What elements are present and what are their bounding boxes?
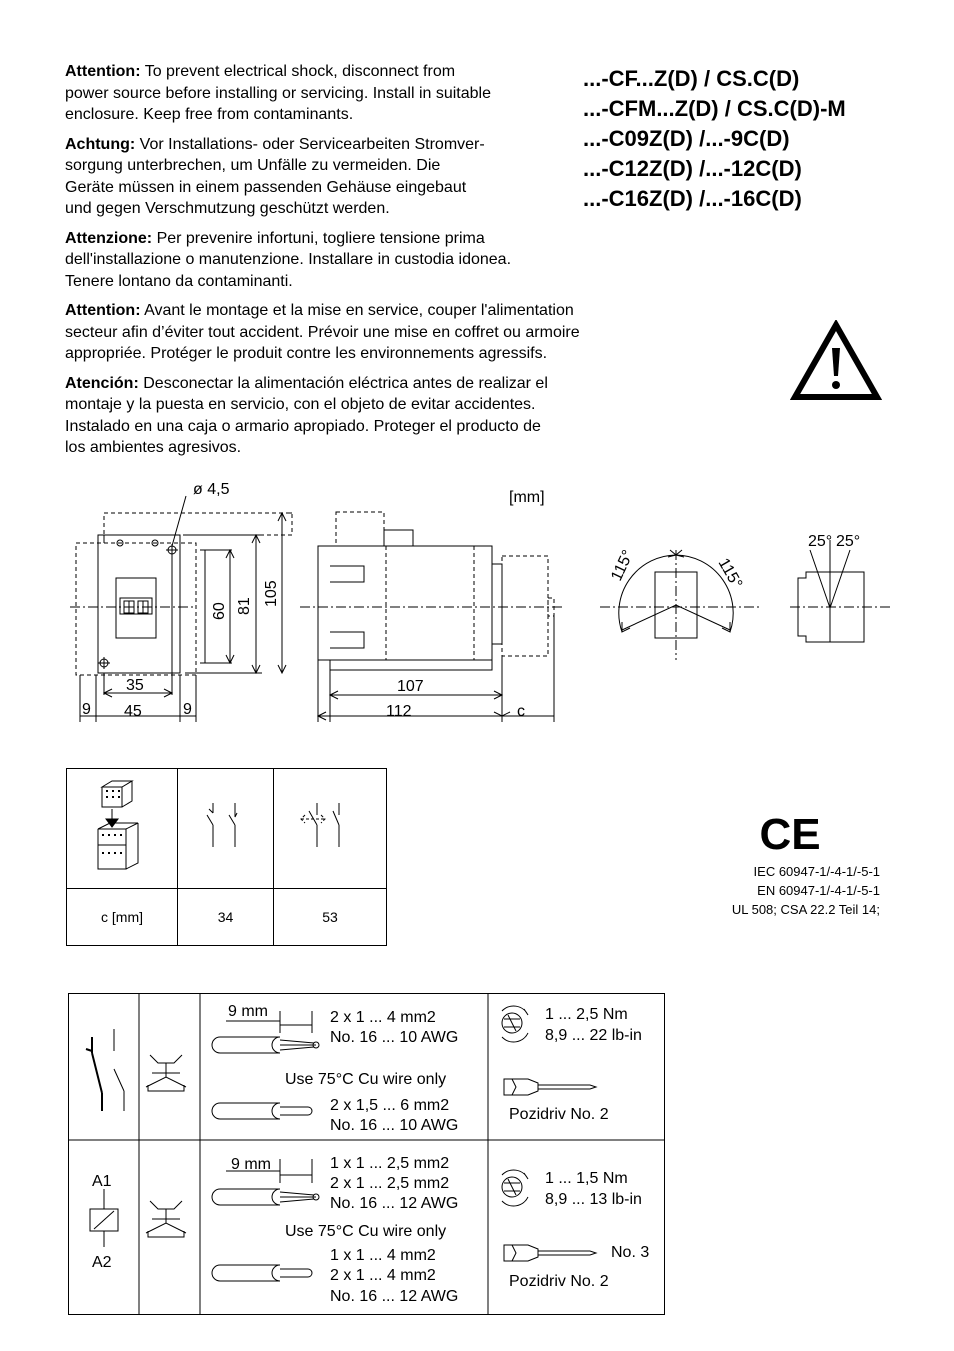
wire-note: Use 75°C Cu wire only [285, 1071, 447, 1088]
strip-length-label: 9 mm [231, 1156, 271, 1173]
torque-screw-icon [502, 1170, 528, 1206]
wire-spec: No. 16 ... 10 AWG [330, 1029, 459, 1046]
dim-c: c [517, 703, 525, 720]
warning-de: Achtung: Vor Installations- oder Servicearbeiten Stromver- sorgung unterbrechen, um Unfälle zu vermeiden. Die Geräte müssen in einem passenden Gehäuse eingebaut und gegen Verschmutzung geschützt werden. [65, 135, 485, 217]
dim-107: 107 [397, 678, 424, 695]
dim-45: 45 [124, 703, 142, 720]
dim-60: 60 [211, 602, 228, 620]
angle-115-left: 115° [608, 547, 638, 584]
solid-wire-icon [212, 1103, 312, 1119]
warning-es: Atención: Desconectar la alimentación eléctrica antes de realizar el montaje y la puesta en servicio, con el objeto de evitar accidentes. Instalado en una caja o armario apropiado. Proteger el producto de los ambientes agresivos. [65, 374, 548, 456]
angle-25-right: 25° [836, 533, 861, 550]
ce-mark-logo [700, 805, 880, 855]
tilt-view [790, 540, 892, 642]
torque-spec: 1 ... 2,5 Nm [545, 1006, 628, 1023]
coil-symbol [90, 1189, 118, 1247]
model-line: ...-C09Z(D) /...-9C(D) [583, 126, 790, 151]
wire-spec: 2 x 1,5 ... 6 mm2 [330, 1097, 450, 1114]
wire-spec: No. 16 ... 10 AWG [330, 1117, 459, 1134]
driver-number: No. 3 [611, 1244, 650, 1261]
model-line: ...-C12Z(D) /...-12C(D) [583, 156, 802, 181]
model-line: ...-CFM...Z(D) / CS.C(D)-M [583, 96, 846, 121]
angle-25-left: 25° [808, 533, 833, 550]
warning-fr: Attention: Avant le montage et la mise en service, couper l'alimentation secteur afin d’éviter tout accident. Prévoir une mise en coffret ou armoire appropriée. Protéger le produit contre les environnements agressifs. [65, 302, 580, 362]
side-view [300, 512, 565, 722]
dim-112: 112 [386, 703, 412, 720]
unit-label: [mm] [509, 489, 545, 506]
standard-line: UL 508; CSA 22.2 Teil 14; [731, 902, 880, 917]
dim-105: 105 [263, 580, 280, 607]
terminal-clamp-icon [146, 1055, 186, 1091]
torque-spec: 8,9 ... 13 lb-in [545, 1191, 642, 1208]
stranded-wire-icon [212, 1037, 319, 1053]
driver-spec: Pozidriv No. 2 [509, 1106, 609, 1123]
wire-spec: 1 x 1 ... 4 mm2 [330, 1247, 436, 1264]
wire-spec: 2 x 1 ... 2,5 mm2 [330, 1175, 450, 1192]
standard-line: EN 60947-1/-4-1/-5-1 [757, 883, 880, 898]
torque-screw-icon [502, 1006, 528, 1042]
model-line: ...-C16Z(D) /...-16C(D) [583, 186, 802, 211]
stranded-wire-icon [212, 1189, 319, 1205]
front-view [70, 496, 292, 722]
dim-9-right: 9 [183, 701, 192, 718]
auxiliary-contact-interlock-icon [295, 797, 365, 857]
auxiliary-contact-icon [201, 797, 251, 857]
wire-spec: No. 16 ... 12 AWG [330, 1288, 459, 1305]
torque-spec: 8,9 ... 22 lb-in [545, 1027, 642, 1044]
warning-en: Attention: To prevent electrical shock, disconnect from power source before installing or servicing. Install in suitable enclosure. Keep free from contaminants. [65, 63, 491, 123]
solid-wire-icon [212, 1265, 312, 1281]
c-value-53: 53 [274, 889, 387, 946]
torque-spec: 1 ... 1,5 Nm [545, 1170, 628, 1187]
model-list [583, 64, 846, 214]
terminal-clamp-icon [146, 1201, 186, 1237]
dim-35: 35 [126, 677, 144, 694]
wire-spec: 2 x 1 ... 4 mm2 [330, 1267, 436, 1284]
svg-text:CE: CE [759, 810, 821, 855]
hole-diameter-label: ø 4,5 [193, 481, 230, 498]
warning-it: Attenzione: Per prevenire infortuni, togliere tensione prima dell'installazione o manutenzione. Installare in custodia idonea. Tenere lontano da contaminanti. [65, 229, 512, 290]
dimension-drawing [0, 460, 954, 740]
wiring-table [68, 993, 668, 1317]
screwdriver-icon [504, 1079, 596, 1095]
wire-note: Use 75°C Cu wire only [285, 1223, 447, 1240]
dim-81: 81 [236, 597, 253, 615]
angle-115-right: 115° [714, 555, 746, 592]
c-label: c [mm] [67, 889, 178, 946]
dim-9-left: 9 [82, 701, 91, 718]
wire-spec: 2 x 1 ... 4 mm2 [330, 1009, 436, 1026]
module-mount-icon [92, 777, 152, 877]
driver-spec: Pozidriv No. 2 [509, 1273, 609, 1290]
standards-list [680, 862, 880, 919]
contact-nc-cell [274, 769, 387, 889]
wire-spec: No. 16 ... 12 AWG [330, 1195, 459, 1212]
model-line: ...-CF...Z(D) / CS.C(D) [583, 66, 800, 91]
module-mount-cell [67, 769, 178, 889]
screwdriver-icon [504, 1245, 596, 1261]
contact-no-cell [178, 769, 274, 889]
coil-terminal-a2: A2 [92, 1254, 112, 1271]
coil-terminal-a1: A1 [92, 1173, 112, 1190]
c-dimension-table [66, 768, 387, 946]
main-contact-symbol [86, 1029, 124, 1111]
wire-spec: 1 x 1 ... 2,5 mm2 [330, 1155, 450, 1172]
c-value-34: 34 [178, 889, 274, 946]
standard-line: IEC 60947-1/-4-1/-5-1 [753, 864, 880, 879]
strip-length-label: 9 mm [228, 1003, 268, 1020]
warning-triangle-icon [790, 320, 882, 402]
safety-warnings [65, 61, 665, 467]
